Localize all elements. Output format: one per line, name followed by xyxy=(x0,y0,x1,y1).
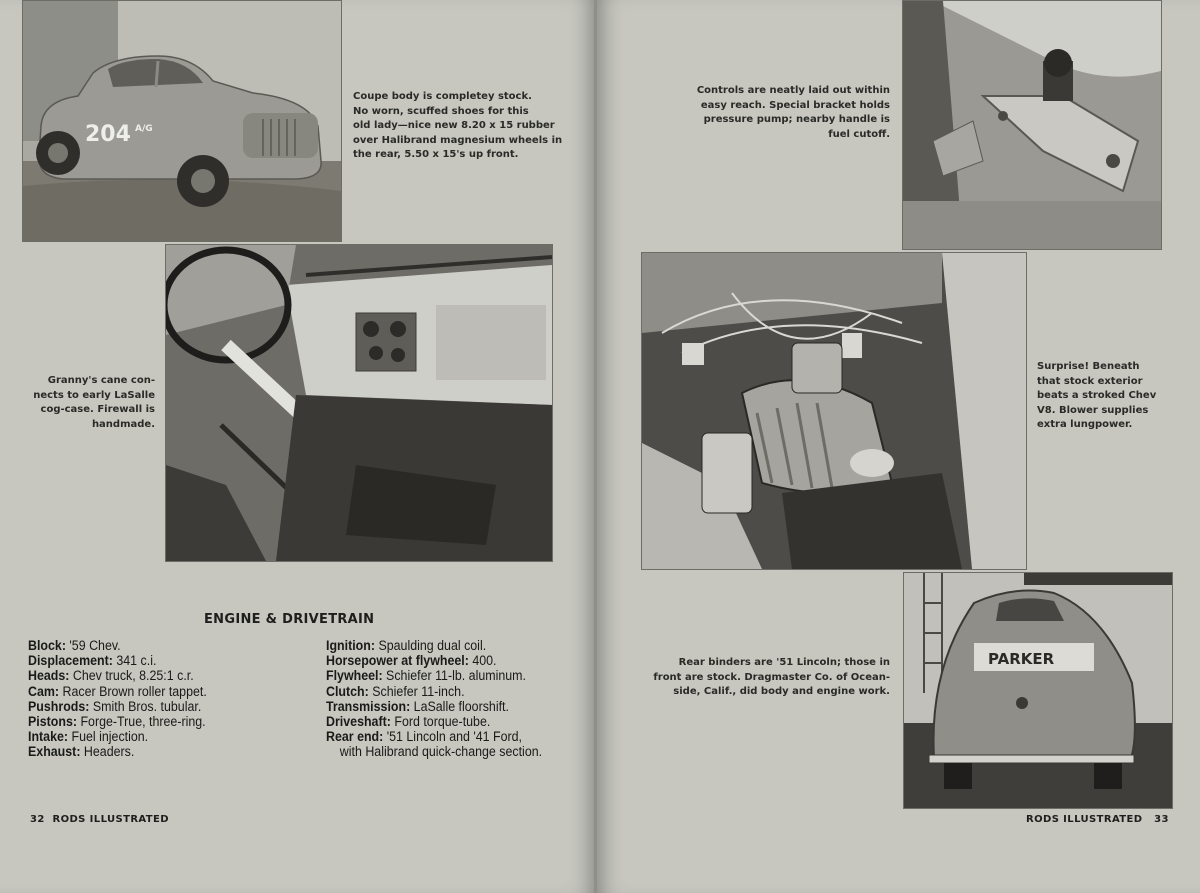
left-page xyxy=(0,0,595,893)
photo-floor-controls xyxy=(902,0,1162,250)
caption-rear: Rear binders are '51 Lincoln; those in front are stock. Dragmaster Co. of Ocean- side, Calif., did body and engine work. xyxy=(653,657,890,698)
caption-dashboard: Granny's cane con- nects to early LaSalle cog-case. Firewall is handmade. xyxy=(33,375,155,430)
right-page xyxy=(597,0,1200,893)
specs-list-right xyxy=(326,638,561,760)
photo-engine-bay xyxy=(641,252,1027,570)
spec-row: Horsepower at flywheel: 400. xyxy=(326,653,497,669)
parker-sign-text: PARKER xyxy=(988,650,1055,668)
spec-row: Exhaust: Headers. xyxy=(28,744,135,760)
caption-engine: Surprise! Beneath that stock exterior beats a stroked Chev V8. Blower supplies extra lungpower. xyxy=(1037,361,1157,431)
spec-row: Clutch: Schiefer 11-inch. xyxy=(326,683,465,699)
specs-list-left xyxy=(28,638,222,760)
spec-row: Rear end: '51 Lincoln and '41 Ford, xyxy=(326,729,523,745)
specs-title: ENGINE & DRIVETRAIN xyxy=(204,612,375,627)
car-class-decal: A/G xyxy=(135,124,153,134)
photo-rear-view xyxy=(903,572,1173,809)
spec-row-continuation: with Halibrand quick-change section. xyxy=(339,744,543,760)
spec-row: Driveshaft: Ford torque-tube. xyxy=(326,714,491,730)
spec-row: Ignition: Spaulding dual coil. xyxy=(326,638,487,653)
photo-dashboard-interior xyxy=(165,244,553,562)
spec-row: Intake: Fuel injection. xyxy=(28,729,149,745)
spec-row: Block: '59 Chev. xyxy=(28,638,121,653)
spec-row: Transmission: LaSalle floorshift. xyxy=(326,698,509,714)
spec-row: Cam: Racer Brown roller tappet. xyxy=(28,683,207,699)
spec-row: Pushrods: Smith Bros. tubular. xyxy=(28,698,202,714)
folio-right: RODS ILLUSTRATED 33 xyxy=(1026,814,1169,825)
caption-controls: Controls are neatly laid out within easy reach. Special bracket holds pressure pump; nearby handle is fuel cutoff. xyxy=(696,85,890,140)
spec-row: Displacement: 341 c.i. xyxy=(28,653,157,669)
car-number-decal: 204 xyxy=(85,122,131,147)
photo-coupe-side xyxy=(22,0,342,242)
caption-coupe: Coupe body is completey stock. No worn, scuffed shoes for this old lady—nice new 8.20 x 15 rubber over Halibrand magnesium wheels in the rear, 5.50 x 15's up front. xyxy=(353,91,563,161)
spec-row: Pistons: Forge-True, three-ring. xyxy=(28,714,206,730)
folio-left: 32 RODS ILLUSTRATED xyxy=(30,814,169,825)
spec-row: Heads: Chev truck, 8.25:1 c.r. xyxy=(28,668,194,684)
spec-row: Flywheel: Schiefer 11-lb. aluminum. xyxy=(326,668,526,684)
